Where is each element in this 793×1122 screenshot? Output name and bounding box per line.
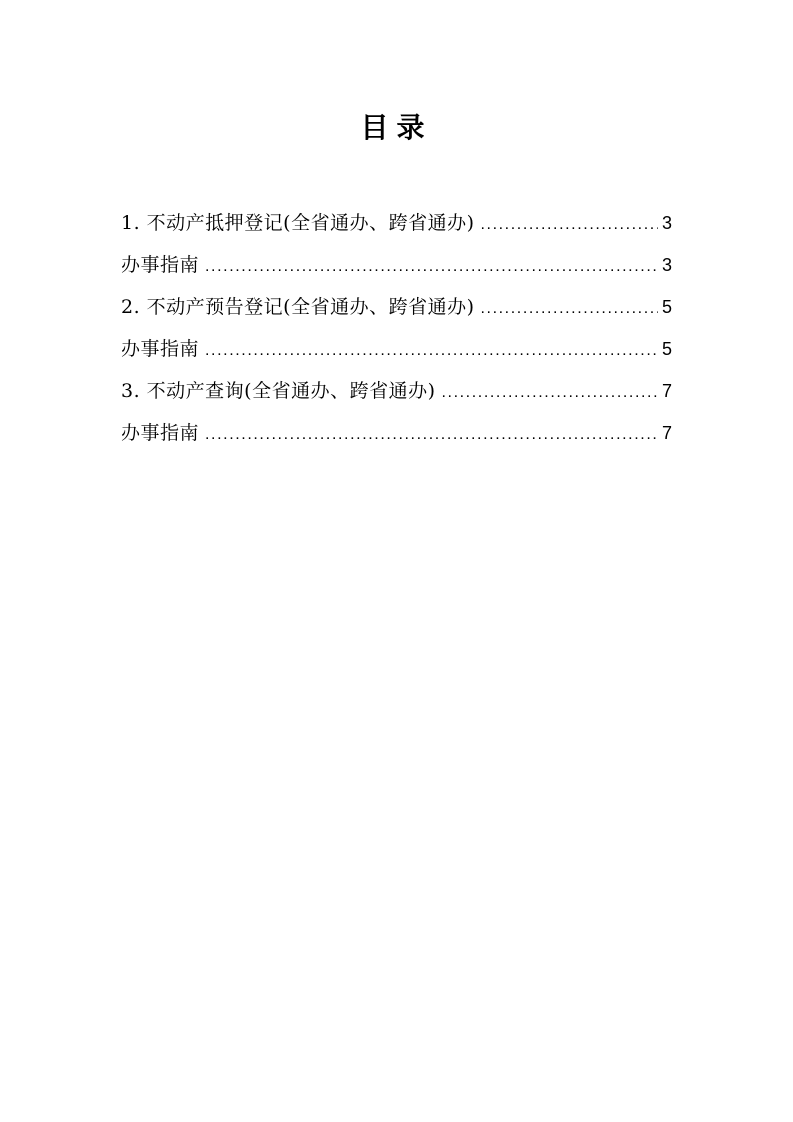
toc-dot-leader [481,208,658,242]
toc-list [121,206,672,458]
toc-dot-leader [205,334,658,368]
toc-page-number: 5 [661,339,672,359]
toc-entry-title: 办事指南 [121,338,200,360]
toc-entry-title: 2. 不动产预告登记(全省通办、跨省通办) [121,296,475,318]
toc-entry-advance-notice-guide[interactable] [121,332,672,366]
toc-entry-property-inquiry[interactable] [121,374,672,408]
toc-entry-title: 1. 不动产抵押登记(全省通办、跨省通办) [121,212,475,234]
toc-title: 目录 [360,111,433,144]
toc-dot-leader [442,376,658,410]
toc-entry-advance-notice-registration[interactable] [121,290,672,324]
toc-page-number: 5 [661,297,672,317]
toc-page-number: 7 [661,423,672,443]
toc-dot-leader [481,292,658,326]
toc-page-number: 3 [661,255,672,275]
toc-entry-mortgage-guide[interactable] [121,248,672,282]
toc-page-number: 7 [661,381,672,401]
toc-entry-title: 3. 不动产查询(全省通办、跨省通办) [121,380,436,402]
toc-entry-property-inquiry-guide[interactable] [121,416,672,450]
toc-dot-leader [205,418,658,452]
toc-entry-mortgage-registration[interactable] [121,206,672,240]
toc-entry-title: 办事指南 [121,254,200,276]
toc-dot-leader [205,250,658,284]
toc-page-number: 3 [661,213,672,233]
toc-entry-title: 办事指南 [121,422,200,444]
